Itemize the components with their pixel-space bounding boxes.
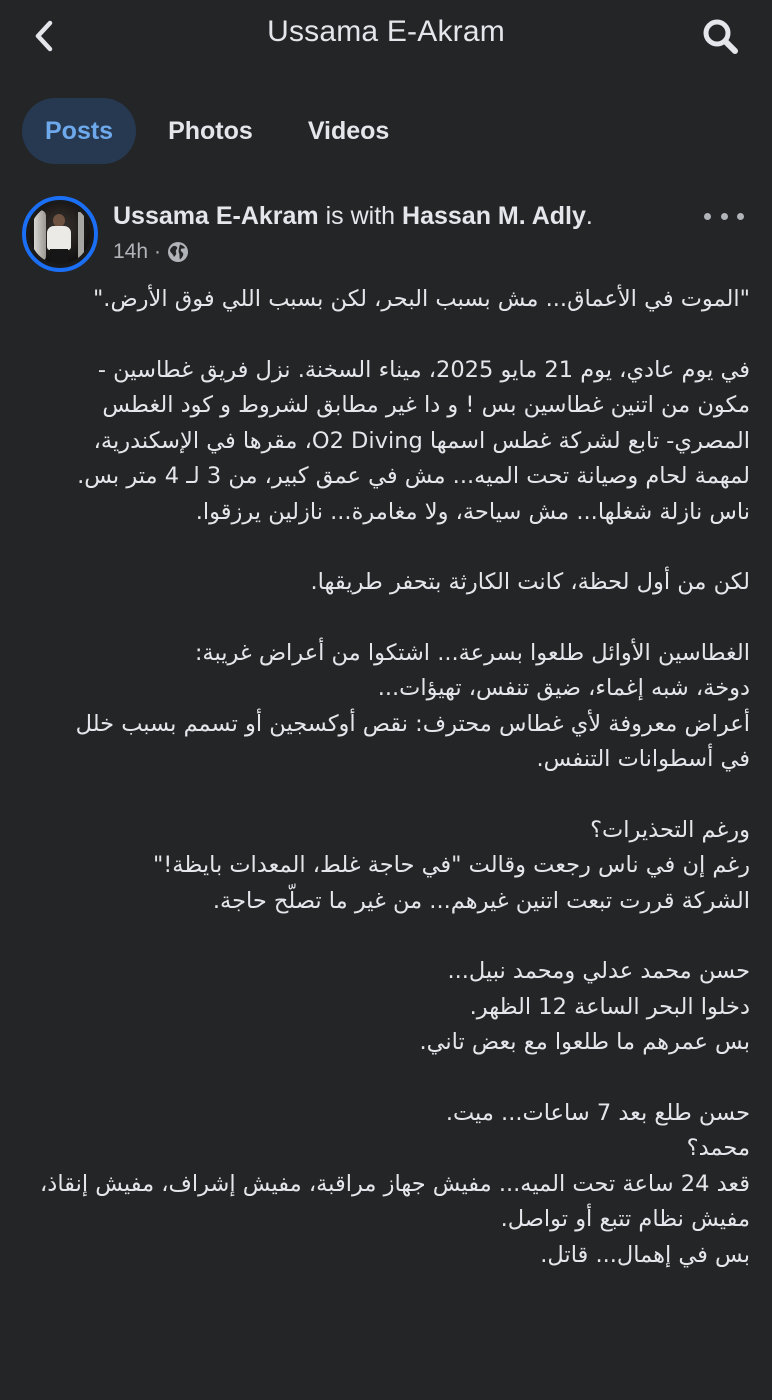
post-line: المصري- تابع لشركة غطس اسمها O2 Diving، مقرها في الإسكندرية، [93,427,750,454]
post-line: رغم إن في ناس رجعت وقالت "في حاجة غلط، المعدات بايظة!" [152,852,750,878]
post-timestamp[interactable]: 14h [113,240,149,263]
with-text: is with [318,202,403,230]
post-line: الغطاسين الأوائل طلعوا بسرعة... اشتكوا من أعراض غريبة: [194,639,750,666]
separator-dot: · [154,240,162,263]
post-header [22,196,752,272]
tagged-name-link[interactable]: Hassan M. Adly [402,202,586,230]
post-meta [113,240,189,264]
post-paragraph [22,813,750,920]
author-name-link[interactable]: Ussama E-Akram [113,202,319,230]
post-paragraph [22,282,750,318]
search-button[interactable] [700,16,742,58]
post-line: حسن محمد عدلي ومحمد نبيل... [447,958,750,984]
post-paragraph [22,636,750,778]
top-bar [0,0,772,72]
tab-posts[interactable]: Posts [22,98,136,164]
tab-photos[interactable]: Photos [168,117,253,145]
post-line: في أسطوانات التنفس. [536,746,750,772]
post-line: في يوم عادي، يوم 21 مايو 2025، ميناء السخنة. نزل فريق غطاسين - [97,356,750,383]
post-line: الشركة قررت تبعت اتنين غيرهم... من غير ما تصلّح حاجة. [212,887,750,914]
profile-tabs [22,98,421,164]
page-title: Ussama E-Akram [267,15,505,48]
post-line: ناس نازلة شغلها... مش سياحة، ولا مغامرة... نازلين يرزقوا. [195,498,750,525]
post-author-line [113,202,593,231]
post-paragraph [22,353,750,531]
post-paragraph [22,954,750,1061]
post-line: حسن طلع بعد 7 ساعات... ميت. [445,1099,750,1126]
post-line: دخلوا البحر الساعة 12 الظهر. [469,993,750,1020]
tab-videos[interactable]: Videos [307,117,390,145]
post-line: محمد؟ [686,1135,750,1161]
post-line: دوخة، شبه إغماء، ضيق تنفس، تهيؤات... [377,675,750,701]
post-line: ورغم التحذيرات؟ [590,816,750,843]
post-line: بس في إهمال... قاتل. [540,1241,750,1268]
search-icon [701,17,741,57]
post-line: لمهمة لحام وصيانة تحت الميه... مش في عمق كبير، من 3 لـ 4 متر بس. [77,463,750,489]
more-options-button[interactable] [704,206,744,226]
post-line: بس عمرهم ما طلعوا مع بعض تاني. [419,1029,750,1055]
post-line: لكن من أول لحظة، كانت الكارثة بتحفر طريقها. [310,569,750,595]
more-dot [721,213,728,220]
avatar-photo [30,204,90,264]
globe-icon [167,241,189,263]
period: . [585,202,593,230]
post-body [22,282,750,1273]
post-paragraph [22,1096,750,1274]
post-paragraph [22,565,750,601]
avatar[interactable] [22,196,98,272]
post-line: مفيش نظام تتبع أو تواصل. [500,1206,750,1232]
more-dot [704,213,711,220]
post-line: "الموت في الأعماق... مش بسبب البحر، لكن بسبب اللي فوق الأرض." [92,286,750,312]
post-line: مكون من اتنين غطاسين بس ! و دا غير مطابق لشروط و كود الغطس [102,392,750,418]
post-line: أعراض معروفة لأي غطاس محترف: نقص أوكسجين أو تسمم بسبب خلل [75,710,750,737]
more-dot [737,213,744,220]
post-line: قعد 24 ساعة تحت الميه... مفيش جهاز مراقبة، مفيش إشراف، مفيش إنقاذ، [40,1170,750,1197]
